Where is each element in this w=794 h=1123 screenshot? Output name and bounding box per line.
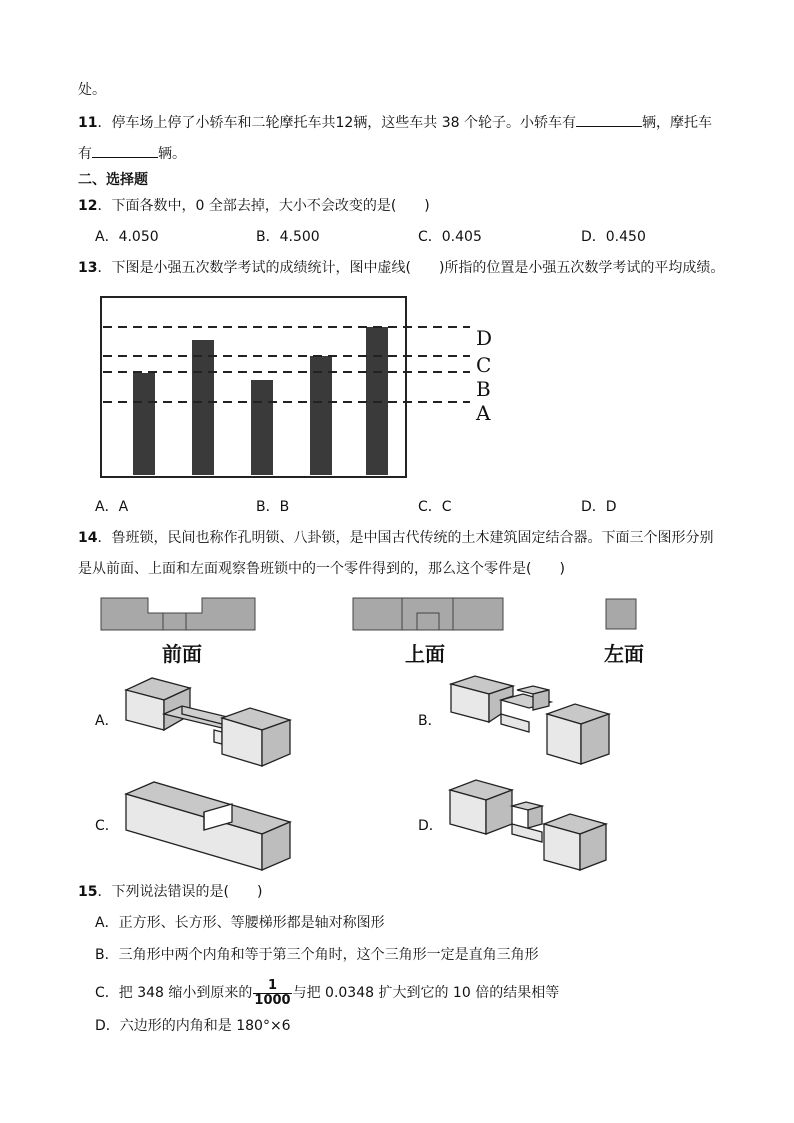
q13-text: ．下图是小强五次数学考试的成绩统计，图中虚线( )所指的位置是小强五次数学考试的平均成绩。 <box>97 260 725 276</box>
q14-option-c-image[interactable] <box>122 776 294 876</box>
question-number: 11 <box>78 115 98 131</box>
q15-option-c[interactable] <box>95 975 559 1011</box>
q13-option-a[interactable]: A．A <box>95 499 129 515</box>
q11-n2: 38 <box>441 115 460 131</box>
question-11-line2 <box>78 143 186 164</box>
q12-option-a[interactable]: A．4.050 <box>95 229 159 245</box>
q11-text-f: 辆。 <box>158 146 186 162</box>
q12-option-d[interactable]: D．0.450 <box>581 229 646 245</box>
q14-option-a[interactable]: A． <box>95 713 119 729</box>
question-number: 13 <box>78 260 98 276</box>
q14-option-b[interactable]: B． <box>418 713 442 729</box>
front-view-label: 前面 <box>162 642 202 666</box>
question-14-line2: 是从前面、上面和左面观察鲁班锁中的一个零件得到的，那么这个零件是( ) <box>78 561 565 577</box>
front-view-image <box>100 597 256 631</box>
fraction-numerator: 1 <box>253 979 291 994</box>
q12-option-b[interactable]: B．4.500 <box>256 229 320 245</box>
q12-option-c[interactable]: C．0.405 <box>418 229 482 245</box>
q11-n1: 12 <box>335 115 354 131</box>
fraction-denominator: 1000 <box>254 992 291 1008</box>
top-view-label: 上面 <box>405 642 445 666</box>
q14-option-b-image[interactable] <box>447 672 617 770</box>
q11-text-c: 个轮子。小轿车有 <box>464 115 577 131</box>
question-number: 15 <box>78 884 98 900</box>
q14-option-d-image[interactable] <box>446 776 612 876</box>
answer-blank-motorcycles[interactable] <box>92 143 158 158</box>
q14-option-c[interactable]: C． <box>95 818 119 834</box>
q11-text-a: ．停车场上停了小轿车和二轮摩托车共 <box>97 115 336 131</box>
q15-option-b[interactable]: B．三角形中两个内角和等于第三个角时，这个三角形一定是直角三角形 <box>95 947 539 963</box>
left-view-image <box>605 598 637 630</box>
q12-text: ．下面各数中，0 全部去掉，大小不会改变的是( ) <box>97 198 430 214</box>
question-15 <box>78 882 262 902</box>
q11-text-d: 辆，摩托车 <box>642 115 713 131</box>
score-bar <box>192 340 214 475</box>
q13-option-c[interactable]: C．C <box>418 499 452 515</box>
answer-blank-cars[interactable] <box>576 112 642 127</box>
fraction <box>253 979 291 1008</box>
score-bar-chart <box>95 290 515 490</box>
question-14-line1 <box>78 528 713 548</box>
q15-option-c-text-a: C．把 348 缩小到原来的 <box>95 985 253 1001</box>
q13-option-d[interactable]: D．D <box>581 499 617 515</box>
q14-text-1: ．鲁班锁，民间也称作孔明锁、八卦锁，是中国古代传统的土木建筑固定结合器。下面三个图形分别 <box>97 530 714 546</box>
q11-text-b: 辆，这些车共 <box>353 115 438 131</box>
q13-option-b[interactable]: B．B <box>256 499 290 515</box>
q14-option-a-image[interactable] <box>122 670 298 770</box>
left-view-label: 左面 <box>604 642 644 666</box>
section-heading: 二、选择题 <box>78 172 148 188</box>
dashed-line-label-b: B <box>476 377 491 401</box>
previous-question-fragment: 处。 <box>78 82 106 98</box>
dashed-line-label-c: C <box>476 353 492 377</box>
q15-option-d[interactable]: D．六边形的内角和是 180°×6 <box>95 1018 291 1034</box>
score-bar <box>310 356 332 475</box>
q15-text: ．下列说法错误的是( ) <box>97 884 263 900</box>
dashed-line-label-a: A <box>476 401 491 425</box>
q14-option-d[interactable]: D． <box>418 818 443 834</box>
score-bar <box>251 380 273 475</box>
question-number: 14 <box>78 530 98 546</box>
question-12 <box>78 196 430 216</box>
question-13 <box>78 258 724 278</box>
top-view-image <box>352 597 504 631</box>
score-bar <box>133 373 155 475</box>
q15-option-a[interactable]: A．正方形、长方形、等腰梯形都是轴对称图形 <box>95 915 385 931</box>
question-11-line1 <box>78 112 712 133</box>
dashed-line-label-d: D <box>476 326 493 350</box>
q11-text-e: 有 <box>78 146 92 162</box>
question-number: 12 <box>78 198 98 214</box>
q15-option-c-text-b: 与把 0.0348 扩大到它的 10 倍的结果相等 <box>292 985 560 1001</box>
